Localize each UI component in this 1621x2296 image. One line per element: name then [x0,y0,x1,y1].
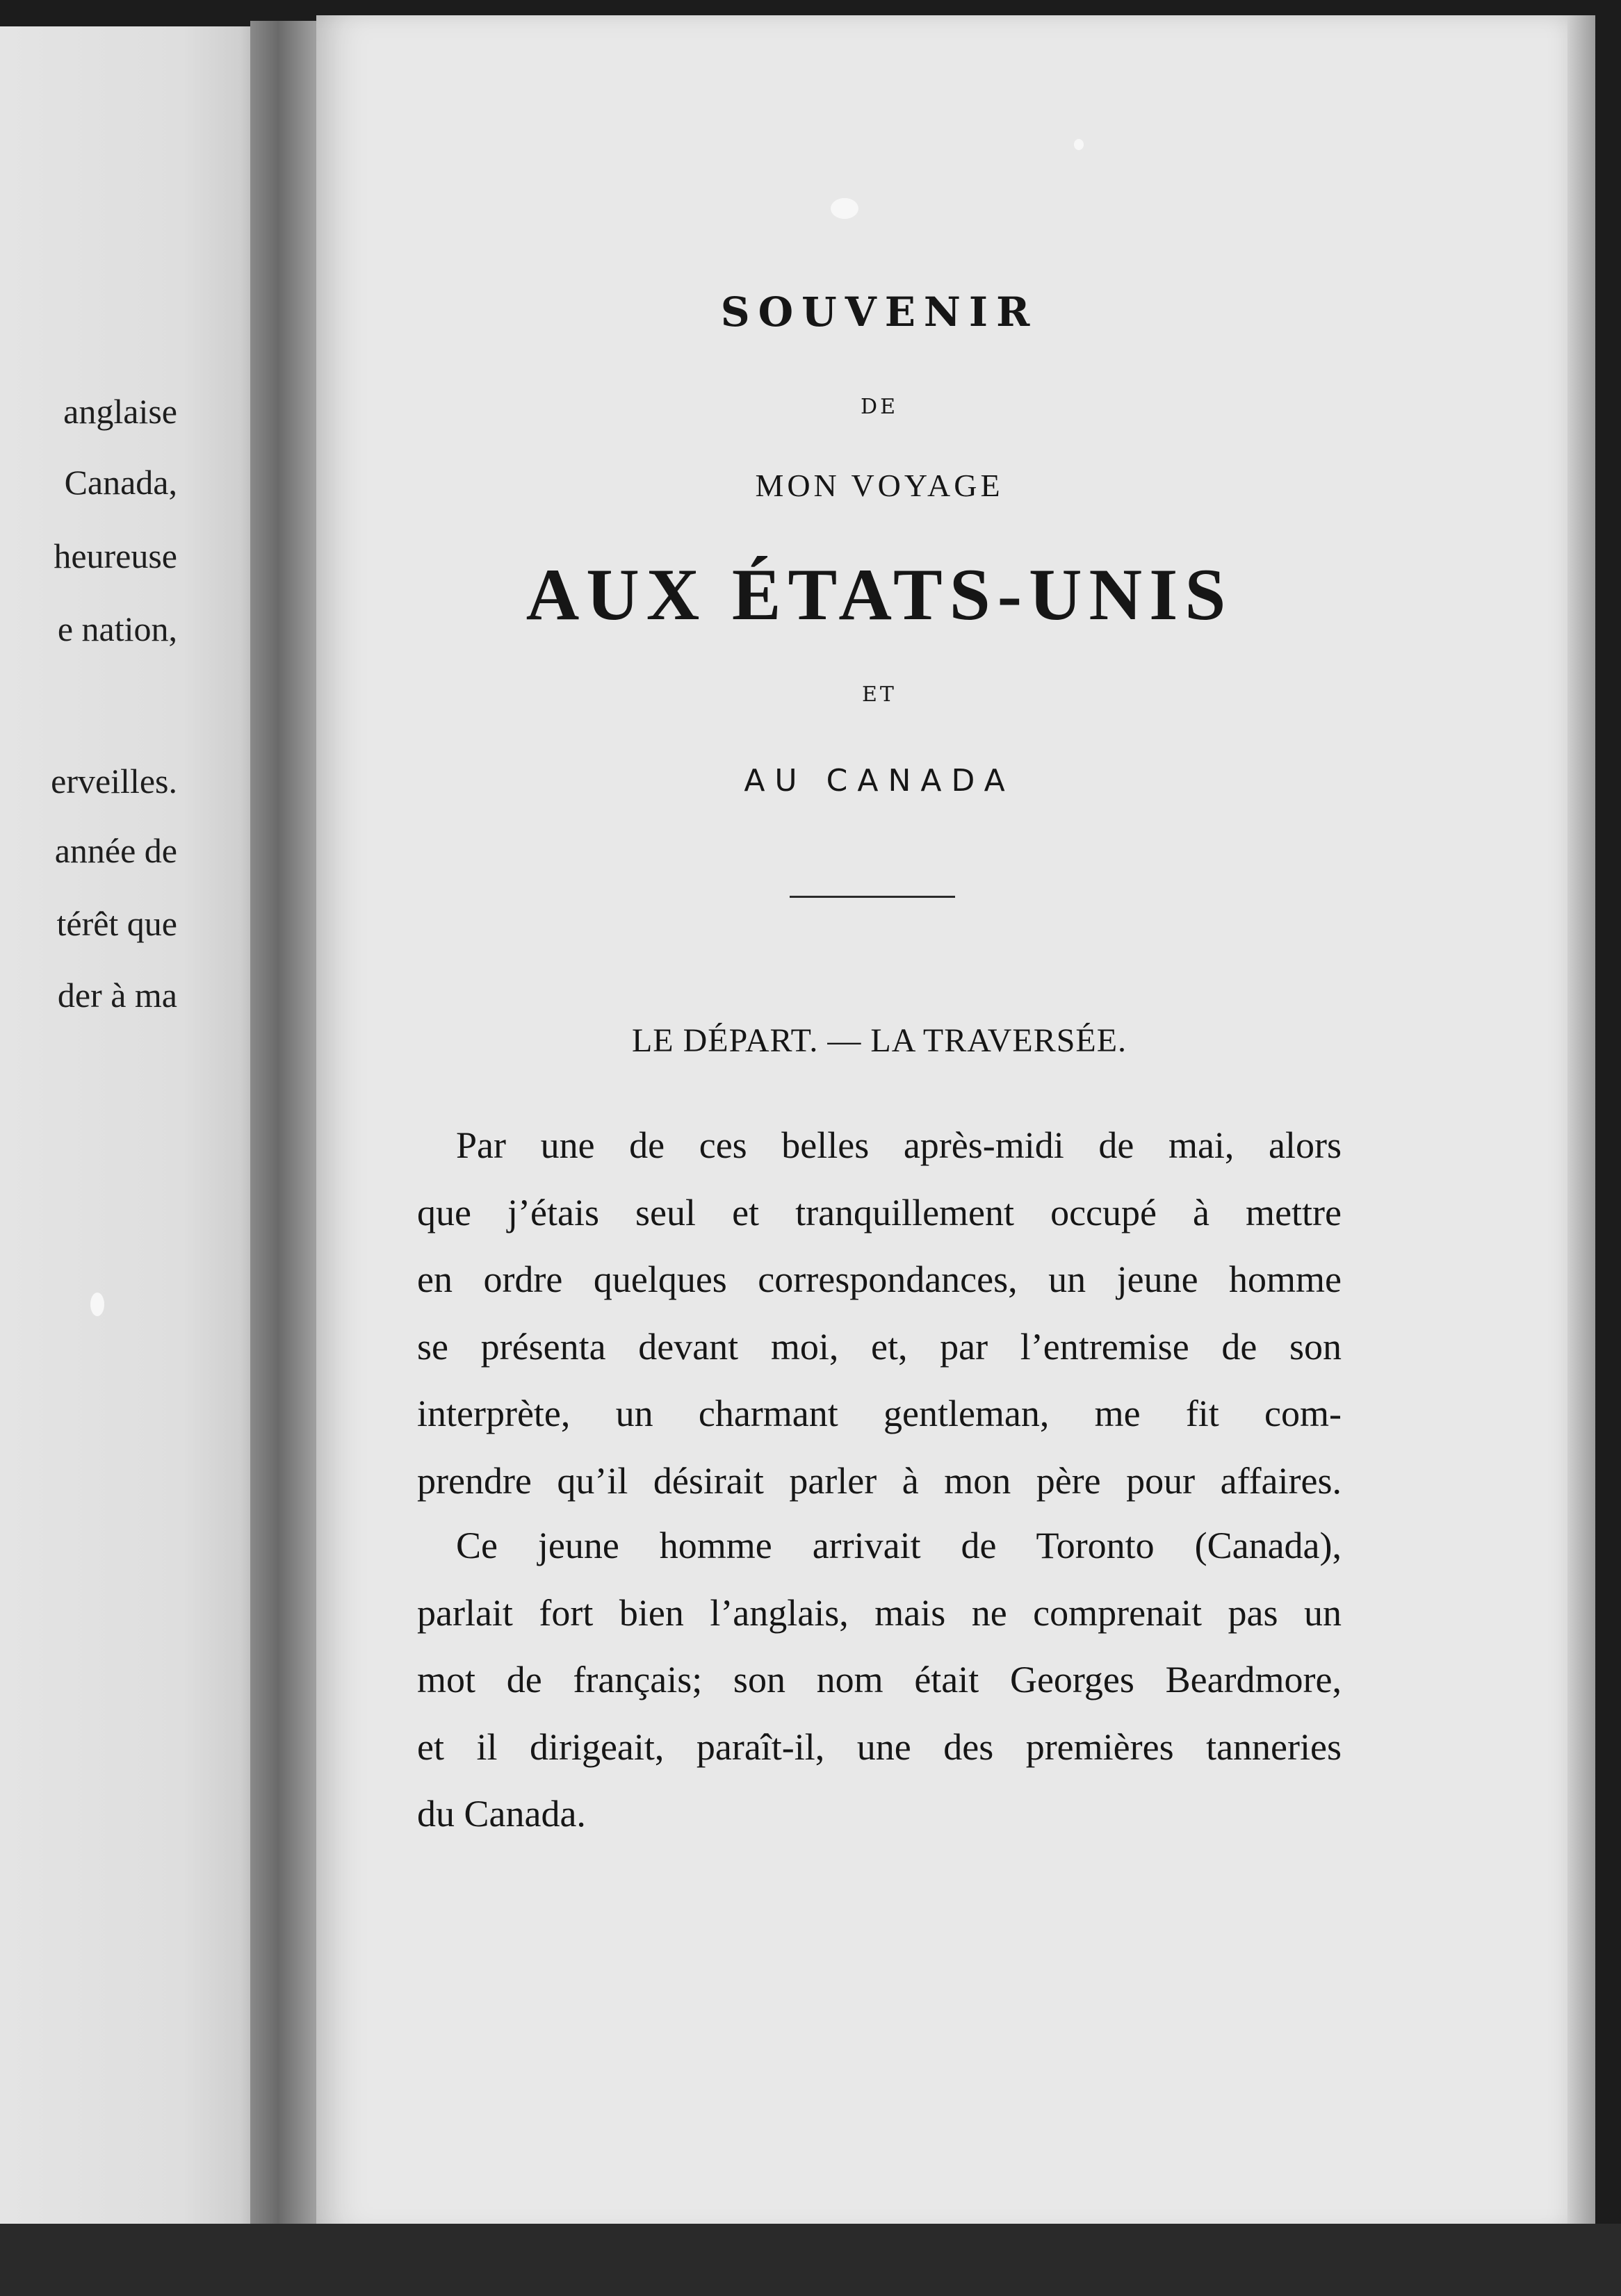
paragraph-line: que j’étais seul et tranquillement occupé à mettre [417,1191,1342,1233]
title-mon-voyage: MON VOYAGE [755,468,1004,503]
scan-speck [90,1293,104,1316]
scan-speck [831,198,858,219]
title-divider-rule [790,896,955,898]
title-aux-etats-unis: AUX ÉTATS-UNIS [526,554,1233,635]
title-souvenir: SOUVENIR [720,288,1038,336]
left-line: e nation, [57,609,177,648]
title-et: ET [862,682,897,707]
left-facing-page [0,26,261,2229]
paragraph-line: du Canada. [417,1793,586,1835]
paragraph-line: en ordre quelques correspondances, un jeune homme [417,1258,1342,1300]
left-line: térêt que [56,904,177,943]
left-line: Canada, [64,463,177,502]
left-page-text [0,26,177,2229]
chapter-heading: LE DÉPART. — LA TRAVERSÉE. [631,1022,1127,1059]
title-de: DE [861,395,898,419]
page-edge [1567,15,1595,2232]
paragraph-line: prendre qu’il désirait parler à mon père pour affaires. [417,1459,1342,1502]
paragraph-line: Ce jeune homme arrivait de Toronto (Canada), [456,1525,1342,1566]
paragraph-line: parlait fort bien l’anglais, mais ne comprenait pas un [417,1591,1342,1634]
left-line: année de [54,831,177,870]
paragraph-line: et il dirigeait, paraît-il, une des premières tanneries [417,1725,1342,1768]
paragraph-2 [417,1512,1342,1848]
scan-speck [1074,139,1084,150]
left-line: anglaise [63,392,177,431]
scan-bottom-border [0,2224,1621,2296]
left-line: erveilles. [51,762,177,801]
left-line: heureuse [54,536,177,575]
paragraph-line: Par une de ces belles après-midi de mai, alors [456,1124,1342,1166]
paragraph-line: se présenta devant moi, et, par l’entremise de son [417,1325,1342,1368]
left-line: der à ma [57,976,177,1015]
paragraph-line: mot de français; son nom était Georges Beardmore, [417,1659,1342,1700]
paragraph-1 [417,1112,1342,1514]
paragraph-line: interprète, un charmant gentleman, me fit com- [417,1393,1342,1434]
title-au-canada: AU CANADA [744,763,1015,798]
